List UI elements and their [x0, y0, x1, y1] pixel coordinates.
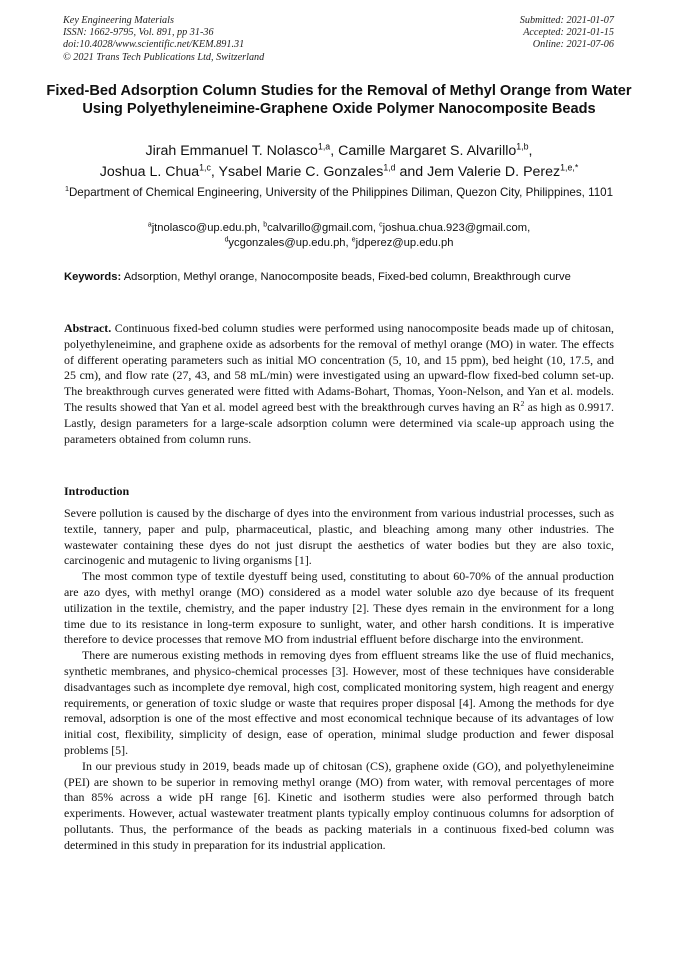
paragraph: There are numerous existing methods in removing dyes from effluent streams like the use of fluid mechanics, synthetic membranes, and physico-chemical processes [3]. However, most of these techniques have considerable disadvantages such as incomplete dye removal, high cost, complicated monitoring system, high reagent and energy requirements, or generation of toxic sludge or waste that requires proper disposal [4]. Among the methods for dye removal, adsorption is one of the most effective and most economical technique because of its advantages of low initial cost, flexibility, simplicity of design, ease of operation, minimal sludge production and fewer disposal problems [5].	[64, 648, 614, 757]
introduction-body	[64, 506, 614, 854]
doi-line: doi:10.4028/www.scientific.net/KEM.891.31	[63, 39, 245, 51]
paragraph: Severe pollution is caused by the discharge of dyes into the environment from various industrial processes, such as textile, tannery, paper and pulp, pharmaceutical, plastic, and bleaching among many other industries. The wastewater containing these dyes do not just disrupt the aesthetics of water bodies but they are also toxic, carcinogenic and mutagenic to living organisms [1].	[64, 506, 614, 568]
author-name: Joshua L. Chua	[99, 163, 200, 180]
submitted-date: Submitted: 2021-01-07	[519, 15, 614, 26]
author-name: Ysabel Marie C. Gonzales	[218, 163, 384, 180]
author-name: Jirah Emmanuel T. Nolasco	[145, 143, 318, 159]
affiliation-text: Department of Chemical Engineering, University of the Philippines Diliman, Quezon City, Philippines, 1101	[68, 186, 614, 199]
author-name: Camille Margaret S. Alvarillo	[338, 143, 517, 159]
abstract: Abstract. Continuous fixed-bed column studies were performed using nanocomposite beads made up of chitosan, polyethyleneimine, and graphene oxide as adsorbents for the removal of methyl orange (MO) in water. The effects of different operating parameters such as initial MO concentration (5, 10, and 15 ppm), bed height (10, 17.5, and 25 cm), and flow rate (27, 43, and 58 mL/min) were investigated using an upward-flow fixed-bed column set-up. The breakthrough curves generated were fitted with Adams-Bohart, Thomas, Yoon-Nelson, and Yan et al. models. The results showed that Yan et al. model agreed best with the breakthrough curves having an $R^2$ as high as 0.9917. Lastly, design parameters for a large-scale adsorption column were determined via scale-up approach using the parameters obtained from column runs.	[64, 321, 615, 446]
keywords	[64, 270, 614, 285]
author-affil-mark: 1,e,*	[560, 161, 579, 172]
author-emails: $^a$jtnolasco@up.edu.ph, $^b$calvarillo@gmail.com, $^c$joshua.chua.923@gmail.com, $^d$ycgonzales@up.edu.ph, $^e$jdperez@up.edu.ph	[147, 221, 531, 249]
email-address: jdperez@up.edu.ph	[355, 237, 454, 249]
keywords-label: Keywords:	[64, 271, 122, 283]
author-name: Jem Valerie D. Perez	[427, 163, 561, 180]
online-date: Online: 2021-07-06	[532, 39, 614, 51]
abstract-label: Abstract.	[64, 321, 112, 335]
paper-title: Fixed-Bed Adsorption Column Studies for the Removal of Methyl Orange from Water Using Polyethyleneimine-Graphene Oxide Polymer Nanocomposite Beads	[46, 83, 632, 118]
copyright-line: © 2021 Trans Tech Publications Ltd, Switzerland	[63, 51, 265, 63]
journal-name: Key Engineering Materials	[63, 15, 174, 26]
email-address: joshua.chua.923@gmail.com	[382, 222, 528, 234]
abstract-text-cont: as high as 0.9917. Lastly, design parameters for a large-scale adsorption column were determined via scale-up approach using the parameters obtained from column runs.	[64, 399, 615, 446]
author-list: Jirah Emmanuel T. Nolasco$^{1,a}$, Camille Margaret S. Alvarillo$^{1,b}$, Joshua L. Chua$^{1,c}$, Ysabel Marie C. Gonzales$^{1,d}$ and Jem Valerie D. Perez$^{1,e,*}$	[99, 141, 579, 180]
accepted-date: Accepted: 2021-01-15	[523, 27, 614, 39]
affiliation-mark: 1	[64, 184, 69, 194]
issn-line: ISSN: 1662-9795, Vol. 891, pp 31-36	[63, 27, 214, 39]
journal-info	[63, 15, 264, 64]
email-address: jtnolasco@up.edu.ph	[151, 222, 257, 234]
abstract-text: Continuous fixed-bed column studies were performed using nanocomposite beads made up of chitosan, polyethyleneimine, and graphene oxide as adsorbents for the removal of methyl orange (MO) in water. The effects of different operating parameters such as initial MO concentration (5, 10, and 15 ppm), bed height (10, 17.5, and 25 cm), and flow rate (27, 43, and 58 mL/min) were investigated using an upward-flow fixed-bed column set-up. The breakthrough curves generated were fitted with Adams-Bohart, Thomas, Yoon-Nelson, and Yan et al. models. The results showed that Yan et al. model agreed best with the breakthrough curves having an R	[64, 321, 614, 414]
submission-dates	[520, 15, 614, 52]
paragraph: In our previous study in 2019, beads made up of chitosan (CS), graphene oxide (GO), and polyethyleneimine (PEI) are shown to be superior in removing methyl orange (MO) from water, with removal percentages of more than 85% across a wide pH range [6]. Kinetic and isotherm studies were also performed through batch experiments. However, actual wastewater treatment plants typically employ continuous columns for adsorption of pollutants. Thus, the performance of the beads as packing materials in a continuous fixed-bed column was determined in this study in preparation for its industrial application.	[64, 758, 614, 852]
email-address: calvarillo@gmail.com	[267, 222, 373, 234]
author-affil-mark: 1,b	[516, 141, 529, 152]
introduction-heading: Introduction	[64, 484, 130, 498]
keywords-text: Adsorption, Methyl orange, Nanocomposite beads, Fixed-bed column, Breakthrough curve	[123, 271, 571, 283]
affiliation	[60, 185, 618, 201]
author-affil-mark: 1,a	[317, 141, 331, 152]
author-affil-mark: 1,d	[383, 161, 396, 172]
email-address: ycgonzales@up.edu.ph	[228, 237, 346, 249]
author-affil-mark: 1,c	[199, 161, 211, 172]
paragraph: The most common type of textile dyestuff being used, constituting to about 60-70% of the annual production are azo dyes, with methyl orange (MO) considered as a model water soluble azo dye because of its frequent utilization in the textile, chemistry, and the paper industry [2]. These dyes remain in the environment for a long time due to its resistance in long-term exposure to sunlight, water, and other harsh conditions. It is imperative therefore to device processes that remove MO from industrial effluent before discharge into the environment.	[64, 569, 614, 647]
